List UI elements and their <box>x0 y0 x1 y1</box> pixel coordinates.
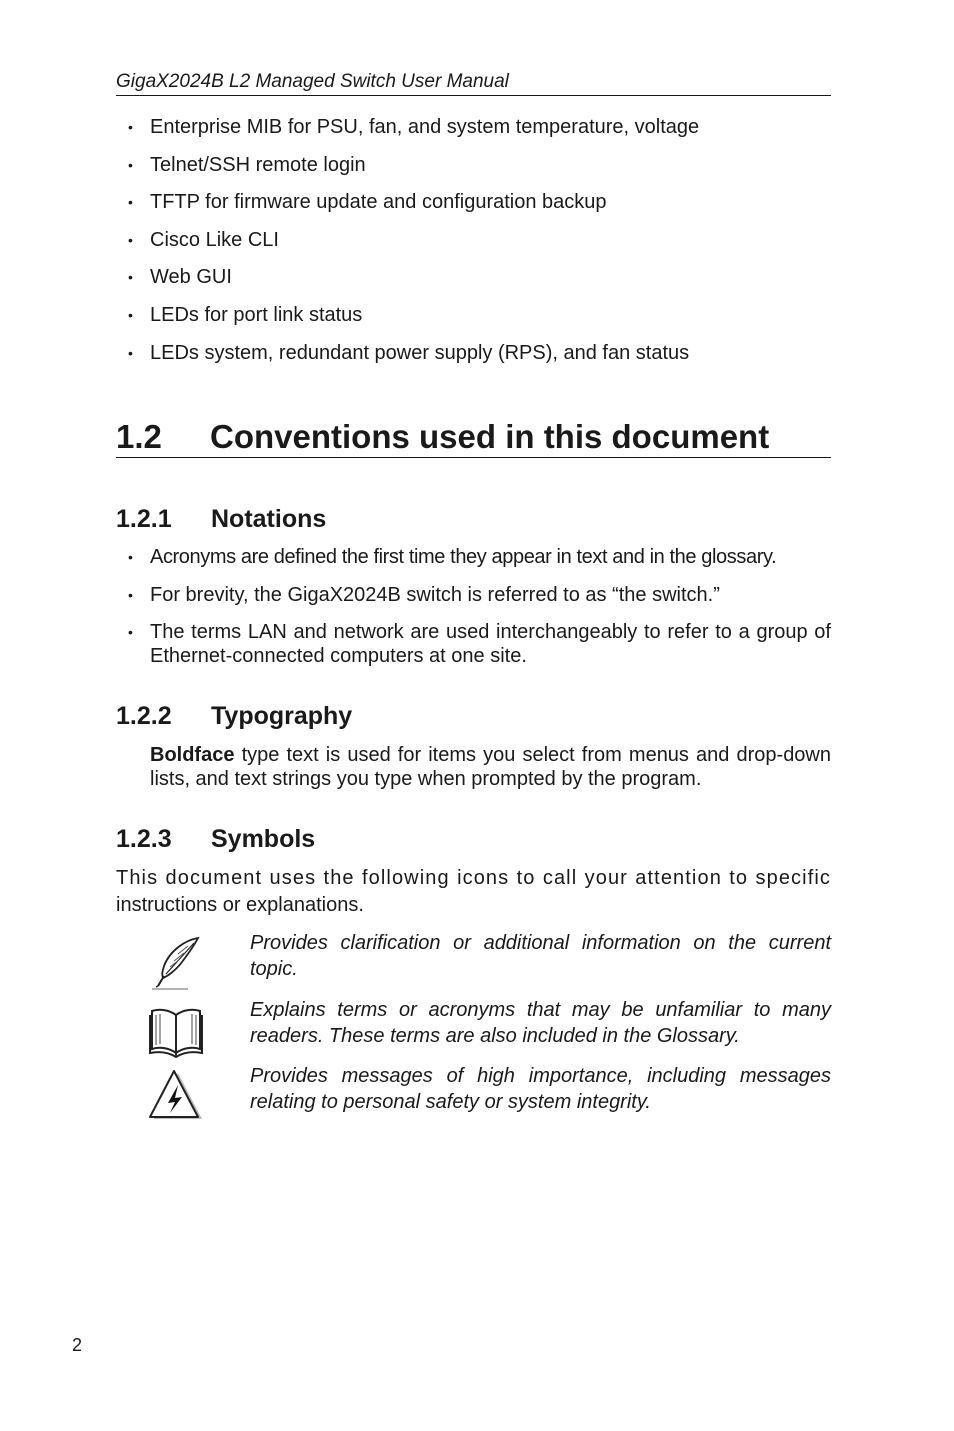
feather-pen-icon <box>148 934 204 990</box>
list-item: • For brevity, the GigaX2024B switch is referred to as “the switch.” <box>128 583 831 607</box>
subsection-title: Symbols <box>211 825 316 853</box>
notations-heading <box>116 504 326 534</box>
symbol-description: Explains terms or acronyms that may be unfamiliar to many readers. These terms are also included in the Glossary. <box>250 999 831 1047</box>
list-item: • Cisco Like CLI <box>128 228 831 252</box>
list-item: • The terms LAN and network are used interchangeably to refer to a group of Ethernet-connected computers at one site. <box>128 620 831 668</box>
typography-paragraph <box>150 743 831 791</box>
open-book-icon <box>148 1003 204 1059</box>
subsection-title: Notations <box>211 505 327 533</box>
feature-list <box>128 115 831 378</box>
list-item: • Acronyms are defined the first time they appear in text and in the glossary. <box>128 545 831 569</box>
list-item: • LEDs for port link status <box>128 303 831 327</box>
symbol-description: Provides clarification or additional information on the current topic. <box>250 932 831 980</box>
symbol-description: Provides messages of high importance, including messages relating to personal safety or system integrity. <box>250 1065 831 1113</box>
list-item: • Web GUI <box>128 265 831 289</box>
subsection-title: Typography <box>211 702 353 730</box>
warning-triangle-icon <box>148 1069 204 1125</box>
symbols-intro-line: This document uses the following icons to call your attention to specific <box>116 867 831 889</box>
typography-heading <box>116 701 352 731</box>
symbols-heading <box>116 824 315 854</box>
list-item: • Telnet/SSH remote login <box>128 153 831 177</box>
page-number: 2 <box>72 1335 83 1355</box>
symbols-intro-line: instructions or explanations. <box>116 894 364 916</box>
section-title: Conventions used in this document <box>210 418 770 455</box>
section-number: 1.2 <box>116 418 162 455</box>
typography-text: type text is used for items you select from menus and drop-down lists, and text strings you type when prompted by the program. <box>150 744 831 790</box>
list-item: • LEDs system, redundant power supply (RPS), and fan status <box>128 341 831 365</box>
subsection-number: 1.2.1 <box>116 505 172 533</box>
list-item: • TFTP for firmware update and configuration backup <box>128 190 831 214</box>
notations-list <box>128 545 831 682</box>
symbols-intro <box>116 865 831 919</box>
running-header: GigaX2024B L2 Managed Switch User Manual <box>116 70 831 96</box>
section-heading <box>116 417 831 458</box>
subsection-number: 1.2.3 <box>116 825 172 853</box>
list-item: • Enterprise MIB for PSU, fan, and system temperature, voltage <box>128 115 831 139</box>
boldface-term: Boldface <box>150 744 235 766</box>
subsection-number: 1.2.2 <box>116 702 172 730</box>
